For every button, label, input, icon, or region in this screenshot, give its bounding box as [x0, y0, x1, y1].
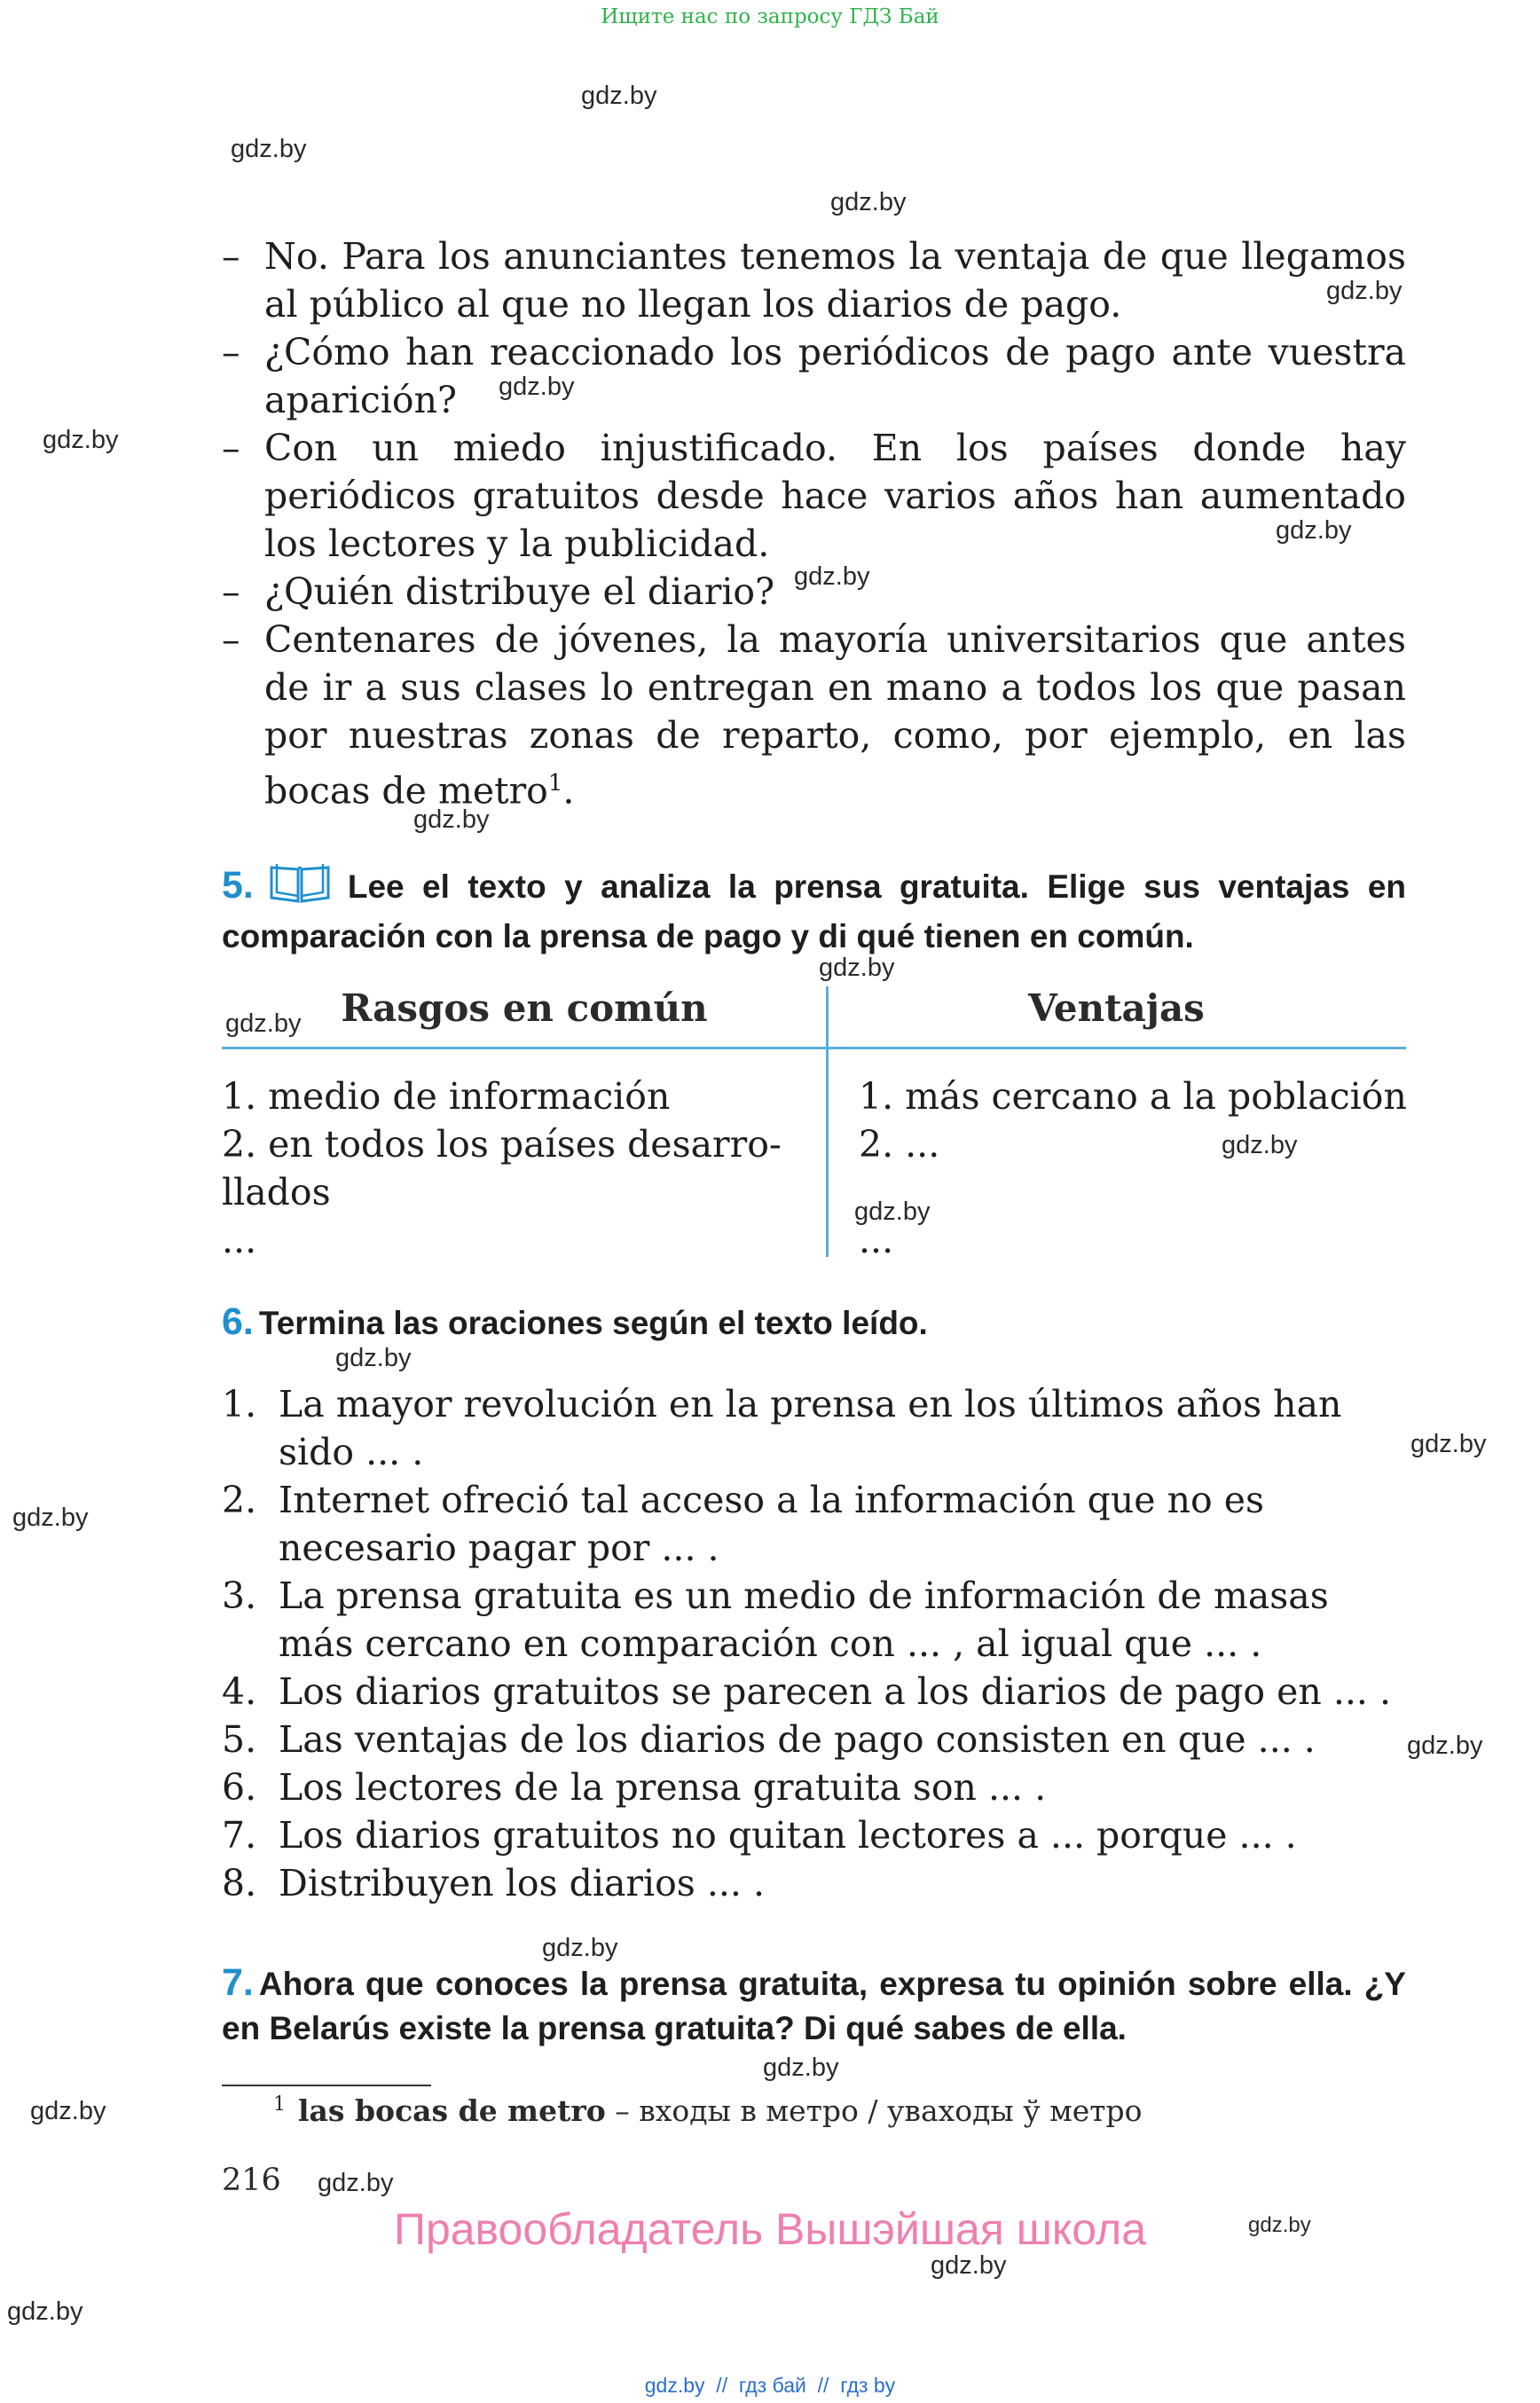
watermark: gdz.by: [854, 1198, 931, 1226]
table-header-common: Rasgos en común: [341, 986, 708, 1030]
footnote-number: 1: [273, 2093, 286, 2116]
item-number: 2.: [222, 1479, 257, 1521]
item-text: Los diarios gratuitos no quitan lectores a ... porque ... .: [279, 1814, 1297, 1857]
item-text: Distribuyen los diarios ... .: [279, 1862, 766, 1904]
watermark: gdz.by: [335, 1344, 412, 1372]
dialogue-dash: –: [222, 618, 240, 661]
item-number: 6.: [222, 1766, 257, 1809]
dialogue-text: [264, 616, 1406, 815]
table-cell: llados: [222, 1171, 331, 1213]
table-cell: ...: [222, 1219, 257, 1261]
table-cell: ...: [859, 1219, 894, 1261]
dialogue-line: [222, 328, 1406, 424]
watermark: gdz.by: [318, 2169, 394, 2197]
item-text: Internet ofreció tal acceso a la información que no es necesario pagar por ... .: [279, 1479, 1265, 1569]
list-item: [222, 1476, 1406, 1572]
task-6-heading: [222, 1300, 1406, 1346]
watermark: gdz.by: [1410, 1430, 1487, 1458]
item-text: La prensa gratuita es un medio de información de masas más cercano en comparación con ... , al igual que ... .: [279, 1575, 1329, 1665]
footnote-definition: – входы в метро / уваходы ў метро: [615, 2093, 1143, 2128]
task-7-text: Ahora que conoces la prensa gratuita, expresa tu opinión sobre ella. ¿Y en Belarús existe la prensa gratuita? Di qué sabes de ella.: [222, 1966, 1406, 2046]
watermark: gdz.by: [931, 2251, 1007, 2280]
watermark: gdz.by: [794, 562, 870, 591]
watermark: gdz.by: [43, 426, 119, 454]
dialogue-text: Con un miedo injustificado. En los países donde hay periódicos gratuitos desde hace varios años han aumentado los lectores y la publicidad.: [264, 427, 1406, 565]
watermark: gdz.by: [830, 188, 907, 216]
watermark: gdz.by: [7, 2297, 83, 2326]
task-number: 5.: [222, 864, 254, 907]
watermark: gdz.by: [225, 1009, 302, 1038]
list-item: [222, 1716, 1406, 1763]
watermark: gdz.by: [413, 805, 490, 834]
dialogue-dash: –: [222, 570, 240, 613]
item-number: 8.: [222, 1862, 257, 1904]
list-item: [222, 1763, 1406, 1811]
dialogue-text: ¿Cómo han reaccionado los periódicos de pago ante vuestra aparición?: [264, 331, 1406, 421]
dialogue-text: ¿Quién distribuye el diario?: [264, 570, 775, 613]
footnote-term: las bocas de metro: [298, 2093, 606, 2128]
dialogue-dash: –: [222, 235, 240, 278]
list-item: [222, 1859, 1406, 1907]
watermark: gdz.by: [231, 135, 307, 163]
watermark: gdz.by: [1407, 1732, 1483, 1760]
dialogue-line: [222, 616, 1406, 815]
list-item: [222, 1668, 1406, 1716]
table-header-advantages: Ventajas: [1028, 986, 1205, 1030]
item-text: Los lectores de la prensa gratuita son ... .: [279, 1766, 1047, 1809]
task-number: 6.: [222, 1300, 254, 1343]
watermark: gdz.by: [12, 1504, 89, 1532]
book-icon: [268, 860, 332, 915]
table-divider: [826, 986, 829, 1257]
top-banner: Ищите нас по запросу ГДЗ Бай: [601, 5, 939, 28]
item-number: 7.: [222, 1814, 257, 1857]
table-cell: 1. medio de información: [222, 1075, 671, 1118]
watermark: gdz.by: [1276, 516, 1352, 545]
item-text: Las ventajas de los diarios de pago consisten en que ... .: [279, 1718, 1316, 1761]
task-5-heading: [222, 860, 1406, 959]
item-number: 5.: [222, 1718, 257, 1761]
table-header-rule: [222, 1047, 1406, 1049]
table-cell: 2. en todos los países desarro-: [222, 1123, 782, 1166]
watermark: gdz.by: [30, 2097, 106, 2125]
item-number: 1.: [222, 1383, 257, 1425]
dialogue-dash: –: [222, 427, 240, 469]
watermark: gdz.by: [819, 954, 895, 982]
watermark: gdz.by: [542, 1934, 618, 1962]
watermark: gdz.by: [1326, 277, 1402, 305]
list-item: [222, 1572, 1406, 1668]
table-cell: 2. ...: [859, 1123, 940, 1166]
watermark: gdz.by: [499, 373, 575, 401]
bottom-links[interactable]: gdz.by // гдз бай // гдз by: [644, 2374, 896, 2397]
task-7-heading: [222, 1960, 1406, 2051]
dialogue-text-body: Centenares de jóvenes, la mayoría universitarios que antes de ir a sus clases lo entregan en mano a todos los que pasan por nuestras zonas de reparto, como, por ejemplo, en las bocas de metro: [264, 618, 1406, 813]
watermark: gdz.by: [581, 82, 657, 110]
watermark: gdz.by: [1222, 1131, 1298, 1159]
dialogue-text-end: .: [562, 769, 575, 813]
item-number: 4.: [222, 1670, 257, 1713]
dialogue-text: No. Para los anunciantes tenemos la ventaja de que llegamos al público al que no llegan los diarios de pago.: [264, 235, 1406, 326]
list-item: [222, 1380, 1406, 1476]
list-item: [222, 1811, 1406, 1859]
dialogue-line: [222, 424, 1406, 568]
watermark: gdz.by: [1248, 2213, 1311, 2237]
dialogue-dash: –: [222, 331, 240, 373]
dialogue-line: [222, 232, 1406, 328]
task-5-text: Lee el texto y analiza la prensa gratuita. Elige sus ventajas en comparación con la prensa de pago y di qué tienen en común.: [222, 868, 1406, 954]
footnote-marker: 1: [547, 770, 563, 797]
task-6-text: Termina las oraciones según el texto leído.: [258, 1305, 928, 1341]
copyright-notice: Правообладатель Вышэйшая школа: [394, 2204, 1146, 2254]
item-text: Los diarios gratuitos se parecen a los diarios de pago en ... .: [279, 1670, 1392, 1713]
page-number: 216: [222, 2163, 281, 2198]
footnote: [273, 2093, 1143, 2128]
table-cell: 1. más cercano a la población: [859, 1075, 1407, 1118]
comparison-table: [222, 986, 1406, 1261]
dialogue-line: [222, 568, 1406, 616]
footnote-rule: [222, 2085, 431, 2086]
task-number: 7.: [222, 1961, 254, 2004]
item-text: La mayor revolución en la prensa en los últimos años han sido ... .: [279, 1383, 1342, 1473]
watermark: gdz.by: [763, 2054, 839, 2082]
item-number: 3.: [222, 1575, 257, 1617]
